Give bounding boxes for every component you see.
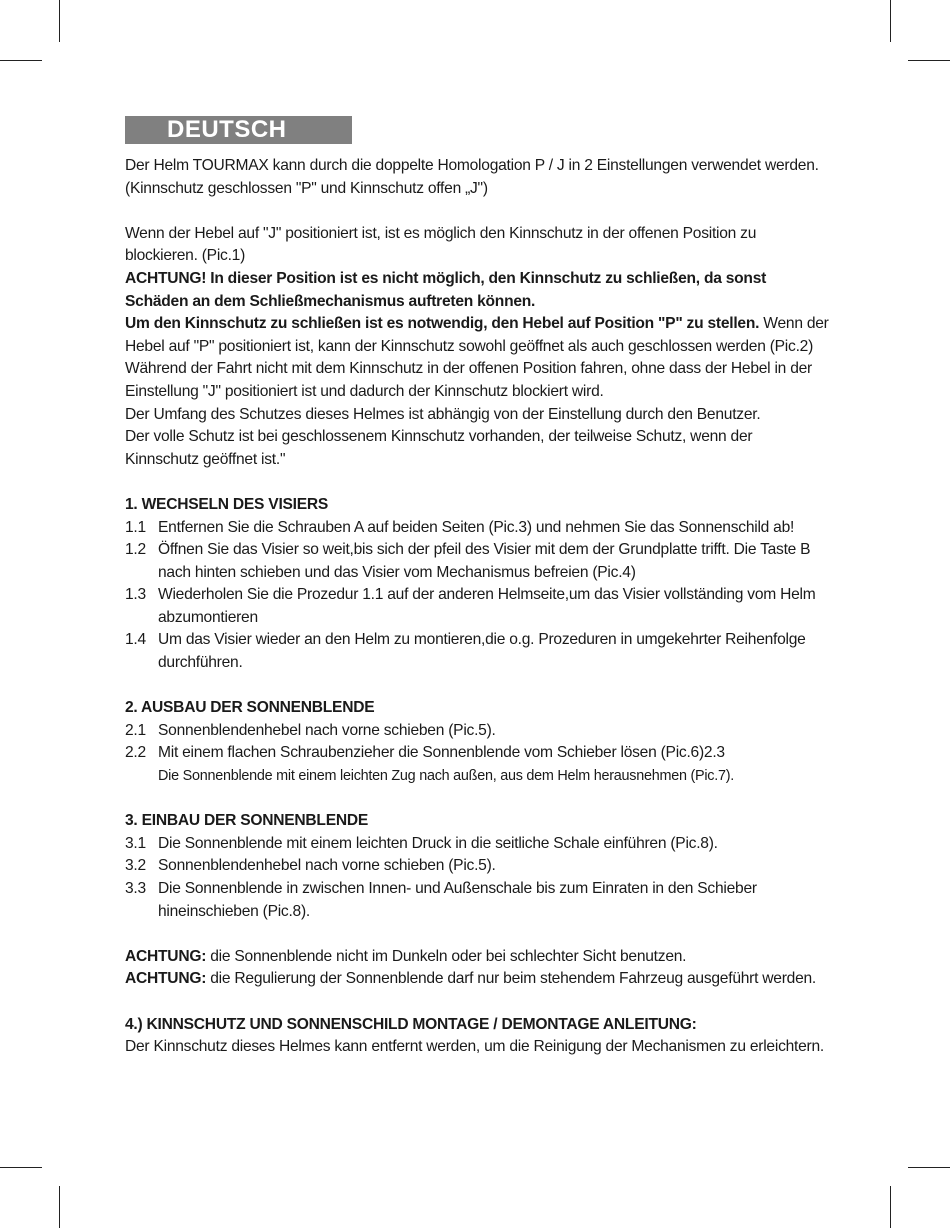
- protection-paragraph: Der Umfang des Schutzes dieses Helmes ist abhängig von der Einstellung durch den Benutzer.: [125, 405, 761, 423]
- warning-label: ACHTUNG:: [125, 947, 207, 965]
- section-4-text: Der Kinnschutz dieses Helmes kann entfernt werden, um die Reinigung der Mechanismen zu erleichtern.: [125, 1038, 824, 1056]
- warning-text: die Sonnenblende nicht im Dunkeln oder bei schlechter Sicht benutzen.: [206, 947, 687, 965]
- item-text: Um das Visier wieder an den Helm zu montieren,die o.g. Prozeduren in umgekehrter Reihenfolge durchführen.: [158, 631, 806, 672]
- crop-mark-top-left-vertical: [59, 0, 60, 42]
- list-item: [125, 517, 830, 540]
- item-text: Die Sonnenblende in zwischen Innen- und Außenschale bis zum Einraten in den Schieber hineinschieben (Pic.8).: [158, 880, 757, 920]
- section-4-heading: 4.) KINNSCHUTZ UND SONNENSCHILD MONTAGE / DEMONTAGE ANLEITUNG:: [125, 1015, 697, 1033]
- list-item: [125, 584, 830, 629]
- section-2-heading: 2. AUSBAU DER SONNENBLENDE: [125, 699, 375, 717]
- list-item: [125, 833, 830, 856]
- item-text: Sonnenblendenhebel nach vorne schieben (Pic.5).: [158, 857, 496, 875]
- item-text: Öffnen Sie das Visier so weit,bis sich der pfeil des Visier mit dem der Grundplatte trifft. Die Taste B nach hinten schieben und das Visier vom Mechanismus befreien (Pic.4): [158, 541, 811, 581]
- item-number: 1.2: [125, 541, 146, 559]
- list-item: [125, 539, 830, 584]
- crop-mark-top-right-vertical: [890, 0, 891, 42]
- lever-j-paragraph: Wenn der Hebel auf "J" positioniert ist, ist es möglich den Kinnschutz in der offenen Position zu blockieren. (Pic.1): [125, 224, 757, 265]
- list-item: [125, 629, 830, 674]
- item-text: Sonnenblendenhebel nach vorne schieben (Pic.5).: [158, 721, 496, 739]
- warning-label: ACHTUNG:: [125, 970, 207, 988]
- item-number: 3.2: [125, 857, 146, 875]
- lever-p-paragraph: [125, 313, 830, 358]
- crop-mark-top-right-horizontal: [908, 60, 950, 61]
- warning-dark-paragraph: [125, 946, 830, 969]
- warning-emphasis: Um den Kinnschutz zu schließen ist es notwendig, den Hebel auf Position "P" zu stellen.: [125, 315, 760, 333]
- item-text: [158, 742, 830, 787]
- item-text-line-1: Mit einem flachen Schraubenzieher die Sonnenblende vom Schieber lösen (Pic.6)2.3: [158, 744, 725, 762]
- warning-vehicle-paragraph: [125, 968, 830, 991]
- section-1-heading: 1. WECHSELN DES VISIERS: [125, 495, 329, 513]
- warning-paragraph: ACHTUNG! In dieser Position ist es nicht möglich, den Kinnschutz zu schließen, da sonst Schäden an dem Schließmechanismus auftreten können.: [125, 269, 767, 310]
- item-number: 2.1: [125, 721, 146, 739]
- crop-mark-bottom-right-horizontal: [908, 1167, 950, 1168]
- list-item: [125, 742, 830, 787]
- item-number: 1.1: [125, 518, 146, 536]
- item-number: 1.4: [125, 631, 146, 649]
- list-item: [125, 878, 830, 923]
- item-text: Die Sonnenblende mit einem leichten Druck in die seitliche Schale einführen (Pic.8).: [158, 834, 718, 852]
- manual-page: [125, 116, 830, 1059]
- item-number: 3.1: [125, 834, 146, 852]
- list-item: [125, 720, 830, 743]
- crop-mark-bottom-left-horizontal: [0, 1167, 42, 1168]
- language-header: DEUTSCH: [125, 116, 352, 144]
- item-number: 1.3: [125, 586, 146, 604]
- list-item: [125, 855, 830, 878]
- crop-mark-bottom-right-vertical: [890, 1186, 891, 1228]
- lever-p-text: Wenn der Hebel auf "P" positioniert ist, kann der Kinnschutz sowohl geöffnet als auch geschlossen werden (Pic.2): [125, 315, 829, 355]
- intro-paragraph: Der Helm TOURMAX kann durch die doppelte Homologation P / J in 2 Einstellungen verwendet werden. (Kinnschutz geschlossen "P" und Kinnschutz offen „J"): [125, 157, 819, 197]
- full-protection-paragraph: Der volle Schutz ist bei geschlossenem Kinnschutz vorhanden, der teilweise Schutz, wenn der Kinnschutz geöffnet ist.": [125, 428, 753, 468]
- section-3-heading: 3. EINBAU DER SONNENBLENDE: [125, 812, 369, 830]
- crop-mark-bottom-left-vertical: [59, 1186, 60, 1228]
- warning-text: die Regulierung der Sonnenblende darf nur beim stehendem Fahrzeug ausgeführt werden.: [206, 970, 816, 988]
- item-text: Wiederholen Sie die Prozedur 1.1 auf der anderen Helmseite,um das Visier vollständing vom Helm abzumontieren: [158, 586, 816, 626]
- riding-paragraph: Während der Fahrt nicht mit dem Kinnschutz in der offenen Position fahren, ohne dass der Hebel in der Einstellung "J" positioniert ist und dadurch der Kinnschutz blockiert wird.: [125, 360, 812, 400]
- item-text-line-2: Die Sonnenblende mit einem leichten Zug nach außen, aus dem Helm herausnehmen (Pic.7).: [158, 768, 735, 785]
- crop-mark-top-left-horizontal: [0, 60, 42, 61]
- item-number: 2.2: [125, 744, 146, 762]
- item-text: Entfernen Sie die Schrauben A auf beiden Seiten (Pic.3) und nehmen Sie das Sonnenschild ab!: [158, 518, 795, 536]
- item-number: 3.3: [125, 880, 146, 897]
